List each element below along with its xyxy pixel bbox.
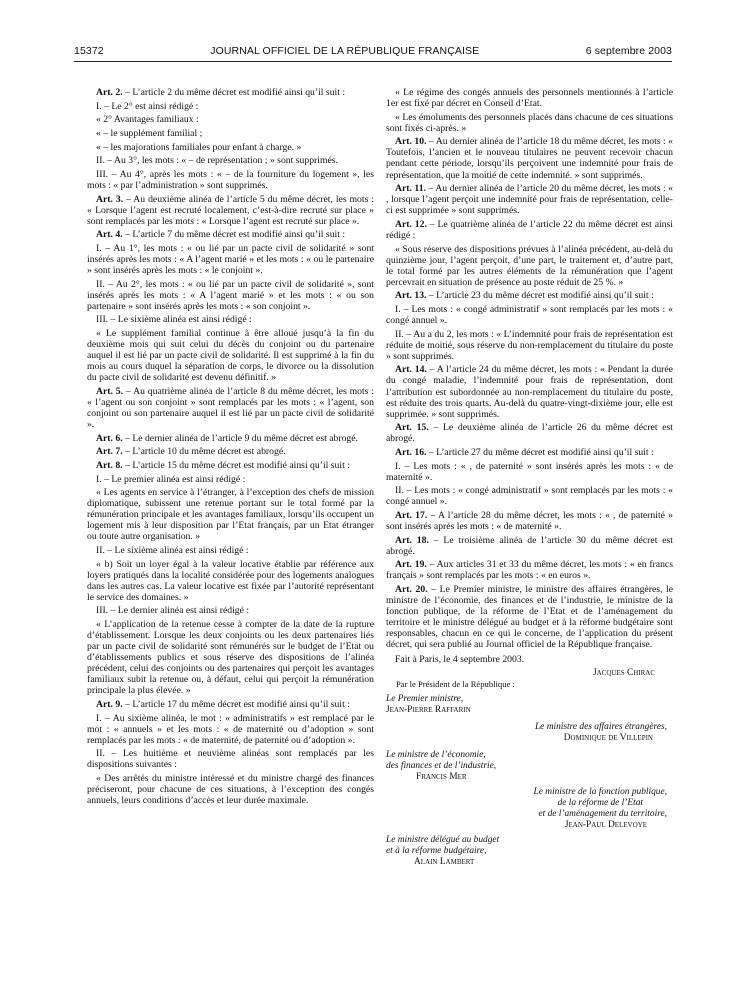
article-4 xyxy=(87,229,374,240)
paragraph: « Les agents en service à l’étranger, à l’exception des chefs de mission diplomatique, subissent une retenue portant sur le total formé par la rémunération principale et les avantages familiaux, lorsqu’ils occupent un logement mis à leur disposition par l’Etat français, par un Etat étranger ou toute autre organisation. » xyxy=(87,487,374,543)
article-text: – Le quatrième alinéa de l’article 22 du même décret est ainsi rédigé : xyxy=(386,218,673,241)
done-at: Fait à Paris, le 4 septembre 2003. xyxy=(395,654,525,666)
article-11 xyxy=(386,183,673,216)
paragraph: I. – Les mots : « , de paternité » sont insérés après les mots : « de maternité ». xyxy=(386,460,673,483)
article-heading: Art. 15. xyxy=(395,422,429,434)
paragraph: I. – Au 1°, les mots : « ou lié par un pacte civil de solidarité » sont insérés après les mots : « A l’agent marié » et les mots : « ou le partenaire » sont insérés après les mots : « le conjoint ». xyxy=(87,242,374,276)
article-14 xyxy=(386,364,673,419)
paragraph: III. – Au 4°, après les mots : « – de la fourniture du logement », les mots : « par l’administration » sont supprimés. xyxy=(87,168,374,191)
article-3 xyxy=(87,194,374,227)
article-13 xyxy=(386,290,673,301)
article-text: – Le deuxième alinéa de l’article 26 du même décret est abrogé. xyxy=(386,422,673,445)
article-text: – L’article 23 du même décret est modifié ainsi qu’il suit : xyxy=(426,290,654,302)
signature-president: Jacques Chirac xyxy=(592,667,655,678)
article-heading: Art. 17. xyxy=(395,509,428,521)
eco-title-1: Le ministre de l’économie, xyxy=(386,749,486,760)
article-2 xyxy=(87,87,374,98)
right-column xyxy=(386,87,673,868)
pm-name: Jean-Pierre Raffarin xyxy=(386,704,471,715)
article-heading: Art. 19. xyxy=(395,559,427,571)
eco-name: Francis Mer xyxy=(416,771,467,782)
article-text: – L’article 15 du même décret est modifié ainsi qu’il suit : xyxy=(122,459,350,471)
header-rule xyxy=(74,61,672,62)
article-heading: Art. 16. xyxy=(395,446,427,458)
mae-title: Le ministre des affaires étrangères, xyxy=(534,721,667,732)
paragraph: I. – Au sixième alinéa, le mot : « administratifs » est remplacé par le mot : « annuels » et les mots : « de maternité ou d’adoption » sont remplacés par les mots : « de maternité, de paternité ou d’adoption ». xyxy=(87,712,374,746)
article-heading: Art. 5. xyxy=(96,385,124,397)
article-heading: Art. 8. xyxy=(96,459,123,471)
paragraph: III. – Le dernier alinéa est ainsi rédigé : xyxy=(96,605,250,617)
article-text: – A l’article 28 du même décret, les mots : « , de paternité » sont insérés après les mots : « de maternité ». xyxy=(386,509,673,532)
paragraph: II. – Les mots : « congé administratif » sont remplacés par les mots : « congé annuel ». xyxy=(386,485,673,508)
article-heading: Art. 10. xyxy=(395,136,427,148)
fp-title-1: Le ministre de la fonction publique, xyxy=(533,786,667,797)
article-text: – Au quatrième alinéa de l’article 8 du même décret, les mots : « l’agent ou son conjoint » sont remplacés par les mots : « l’agent, son conjoint ou son partenaire auquel il est lié par un pacte civil de solidarité ». xyxy=(87,385,374,430)
article-heading: Art. 11. xyxy=(395,183,427,195)
article-heading: Art. 13. xyxy=(395,290,427,302)
article-text: – L’article 10 du même décret est abrogé. xyxy=(122,446,286,458)
paragraph: « – les majorations familiales pour enfant à charge. » xyxy=(96,141,302,153)
budget-title-2: et à la réforme budgétaire, xyxy=(386,845,487,856)
signatures xyxy=(386,668,673,868)
article-6 xyxy=(87,433,374,444)
article-15 xyxy=(386,422,673,444)
paragraph: II. – Le sixième alinéa est ainsi rédigé : xyxy=(96,545,249,557)
article-heading: Art. 6. xyxy=(96,432,123,444)
article-heading: Art. 18. xyxy=(395,534,429,546)
article-heading: Art. 12. xyxy=(395,218,427,230)
article-20 xyxy=(386,584,673,650)
article-text: – Au dernier alinéa de l’article 18 du même décret, les mots : « Toutefois, l’ancien et le nouveau titulaires ne peuvent recevoir chacun pendant cette période, lorsqu’ils perçoivent une indemnité pour frais de représentation, que la moitié de cette indemnité. » sont supprimés. xyxy=(386,136,673,181)
article-heading: Art. 9. xyxy=(96,699,123,710)
article-19 xyxy=(386,559,673,581)
paragraph: « Les émoluments des personnels placés dans chacune de ces situations sont fixés ci-après. » xyxy=(386,111,673,134)
paragraph: I. – Les mots : « congé administratif » sont remplacés par les mots : « congé annuel ». xyxy=(386,304,673,327)
journal-title: JOURNAL OFFICIEL DE LA RÉPUBLIQUE FRANÇAISE xyxy=(210,45,480,57)
article-heading: Art. 4. xyxy=(96,229,123,241)
paragraph: II. – Au 2°, les mots : « ou lié par un pacte civil de solidarité », sont insérés après les mots : « A l’agent marié » et les mots : « ou son partenaire » sont insérés après les mots : « son conjoint ». xyxy=(87,278,374,312)
article-16 xyxy=(386,447,673,458)
paragraph: « Sous réserve des dispositions prévues à l’alinéa précédent, au-delà du quinzième jour, l’agent perçoit, d’une part, le traitement et, d’autre part, le total formé par les autres éléments de la rémunération que l’agent percevrait en situation de présence au poste réduit de 25 %. » xyxy=(386,243,673,288)
article-text: – L’article 17 du même décret est modifié ainsi qu’il suit : xyxy=(122,699,350,710)
paragraph: II. – Au a du 2, les mots : « L’indemnité pour frais de représentation est réduite de moitié, sous réserve du non-remplacement du titulaire du poste » sont supprimés. xyxy=(386,328,673,362)
article-text: – L’article 2 du même décret est modifié ainsi qu’il suit : xyxy=(122,87,346,98)
article-heading: Art. 7. xyxy=(96,446,123,458)
paragraph: « Des arrêtés du ministre intéressé et du ministre chargé des finances préciseront, pour chacune de ces situations, à l’exception des congés annuels, leurs conditions d’accès et leur durée maximale. xyxy=(87,773,374,807)
issue-date: 6 septembre 2003 xyxy=(585,45,672,57)
article-text: – Le dernier alinéa de l’article 9 du même décret est abrogé. xyxy=(122,432,358,444)
par-le-president: Par le Président de la République : xyxy=(396,678,515,689)
budget-title-1: Le ministre délégué au budget xyxy=(386,834,500,845)
budget-name: Alain Lambert xyxy=(414,856,475,867)
fp-title-2: de la réforme de l’Etat xyxy=(557,797,643,808)
paragraph: « Le régime des congés annuels des personnels mentionnés à l’article 1er est fixé par décret en Conseil d’Etat. xyxy=(386,87,673,110)
paragraph: II. – Les huitième et neuvième alinéas sont remplacés par les dispositions suivantes : xyxy=(87,748,374,771)
article-text: – Au deuxième alinéa de l’article 5 du même décret, les mots : « Lorsque l’agent est recruté localement, c’est-à-dire recruté sur place » sont remplacés par les mots : « Lorsque l’agent est recruté sur place ». xyxy=(87,193,374,227)
article-text: – L’article 27 du même décret est modifié ainsi qu’il suit : xyxy=(426,446,654,458)
page-number: 15372 xyxy=(74,45,104,57)
eco-title-2: des finances et de l’industrie, xyxy=(386,760,497,771)
article-heading: Art. 20. xyxy=(395,584,428,596)
paragraph: « L’application de la retenue cesse à compter de la date de la rupture d’établissement. Lorsque les deux conjoints ou les deux partenaires liés par un pacte civil de solidarité sont rémunérés sur le budget de l’Etat ou d’établissements publics et sous réserve des dispositions de l’alinéa précédent, celui des conjoints ou des partenaires qui perçoit les avantages familiaux subit la retenue ou, à défaut, celui qui perçoit la rémunération principale la plus élevée. » xyxy=(87,619,374,697)
paragraph: « Le supplément familial continue à être alloué jusqu’à la fin du deuxième mois qui suit celui du décès du conjoint ou du partenaire auquel il est lié par un pacte civil de solidarité. Il est supprimé à la fin du mois au cours duquel la séparation de corps, le divorce ou la dissolution du pacte civil de solidarité est devenu définitif. » xyxy=(87,328,374,384)
fp-title-3: et de l’aménagement du territoire, xyxy=(538,808,667,819)
paragraph: III. – Le sixième alinéa est ainsi rédigé : xyxy=(96,314,252,326)
article-text: – Au dernier alinéa de l’article 20 du même décret, les mots : « , lorsque l’agent perçoit une indemnité pour frais de représentation, celle-ci est supprimée » sont supprimés. xyxy=(386,183,673,217)
article-17 xyxy=(386,510,673,532)
article-heading: Art. 3. xyxy=(96,193,124,205)
pm-title: Le Premier ministre, xyxy=(386,693,464,704)
article-heading: Art. 2. xyxy=(96,87,123,98)
article-5 xyxy=(87,386,374,430)
left-column xyxy=(87,87,374,809)
article-text: – Le troisième alinéa de l’article 30 du même décret est abrogé. xyxy=(386,534,673,557)
page-header xyxy=(74,45,672,57)
mae-name: Dominique de Villepin xyxy=(563,732,653,743)
paragraph: « 2° Avantages familiaux : xyxy=(96,114,199,126)
paragraph: II. – Au 3°, les mots : « – de représentation ; » sont supprimés. xyxy=(96,155,338,167)
article-9 xyxy=(87,699,374,710)
article-text: – Aux articles 31 et 33 du même décret, les mots : « en francs français » sont remplacés par les mots : « en euros ». xyxy=(386,559,673,582)
article-text: – Le Premier ministre, le ministre des affaires étrangères, le ministre de l’économie, des finances et de l’industrie, le ministre de la fonction publique, de la réforme de l’Etat et de l’aménagement du territoire et le ministre délégué au budget et à la réforme budgétaire sont responsables, chacun en ce qui le concerne, de l’application du présent décret, qui sera publié au Journal officiel de la République française. xyxy=(386,584,673,651)
article-8 xyxy=(87,460,374,471)
article-heading: Art. 14. xyxy=(395,364,427,376)
article-7 xyxy=(87,446,374,457)
paragraph: « b) Soit un loyer égal à la valeur locative établie par référence aux loyers pratiqués dans la localité considérée pour des logements analogues dans les autres cas. La valeur locative est fixée par l’autorité représentant le service des domaines. » xyxy=(87,558,374,603)
paragraph: I. – Le 2° est ainsi rédigé : xyxy=(96,100,199,112)
article-12 xyxy=(386,219,673,241)
article-10 xyxy=(386,136,673,180)
paragraph: I. – Le premier alinéa est ainsi rédigé : xyxy=(96,473,246,485)
article-text: – A l’article 24 du même décret, les mots : « Pendant la durée du congé maladie, l’indemnité pour frais de représentation, dont l’attribution est subordonnée au non-remplacement du titulaire du poste, est réduite des trois quarts. Au-delà du quatre-vingt-dixième jour, elle est supprimée. » sont supprimés. xyxy=(386,364,673,420)
paragraph: « – le supplément familial ; xyxy=(96,127,203,139)
fp-name: Jean-Paul Delevoye xyxy=(564,819,647,830)
article-18 xyxy=(386,535,673,557)
article-text: – L’article 7 du même décret est modifié ainsi qu’il suit : xyxy=(122,229,346,241)
